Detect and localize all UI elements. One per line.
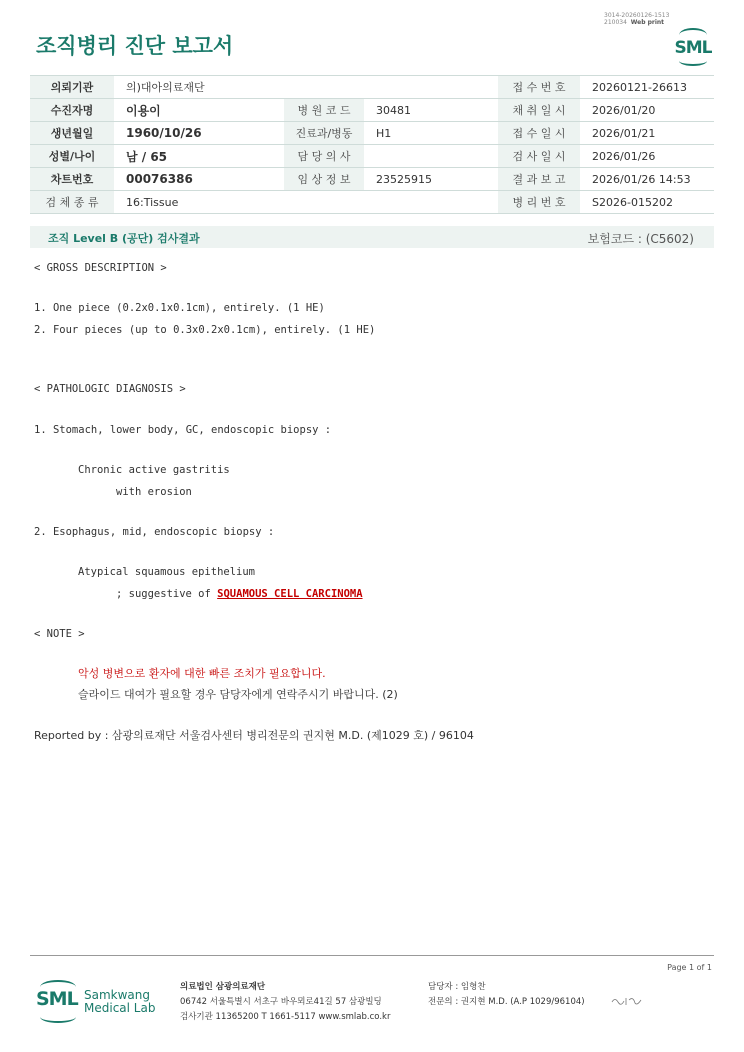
insurance-code: 보험코드 : (C5602) [587,232,694,246]
note-slide-loan: 슬라이드 대여가 필요할 경우 담당자에게 연락주시기 바랍니다. (2) [78,688,398,701]
sml-logo [672,26,714,64]
reported-by: Reported by : 삼광의료재단 서울검사센터 병리전문의 권지현 M.D. (제1029 호) / 96104 [34,729,474,742]
value-department: H1 [364,122,498,145]
info-row [30,99,714,122]
web-print-label: Web print [630,19,665,26]
pathologic-heading: < PATHOLOGIC DIAGNOSIS > [34,383,186,395]
gross-heading: < GROSS DESCRIPTION > [34,262,167,274]
value-hospital-code: 30481 [364,99,498,122]
staff-pathologist: 전문의 : 권지현 M.D. (A.P 1029/96104) [428,997,585,1007]
footer-organization [180,980,390,1025]
footer-logo-text: SML [36,988,78,1010]
note-heading: < NOTE > [34,628,85,640]
value-requesting-institution: 의)대아의료재단 [114,76,498,99]
footer-staff [428,980,585,1010]
value-accession-number: 20260121-26613 [580,76,714,99]
diagnosis-1-site: 1. Stomach, lower body, GC, endoscopic biopsy : [34,424,332,436]
value-sex-age: 남 / 65 [114,145,284,168]
label-patient-name: 수진자명 [30,99,114,122]
value-received-date: 2026/01/21 [580,122,714,145]
value-test-date: 2026/01/26 [580,145,714,168]
diagnosis-2-finding: Atypical squamous epithelium [78,566,256,578]
org-name: 의료법인 삼광의료재단 [180,982,266,992]
diagnosis-2-site: 2. Esophagus, mid, endoscopic biopsy : [34,526,275,538]
staff-in-charge: 담당자 : 임형찬 [428,982,486,992]
patient-info-table [30,75,714,214]
logo-name-line2: Medical Lab [84,1001,156,1015]
value-clinical-info: 23525915 [364,168,498,191]
info-row [30,168,714,191]
footer-logo [36,978,166,1028]
info-row [30,76,714,99]
value-collection-date: 2026/01/20 [580,99,714,122]
label-collection-date: 채 취 일 시 [498,99,580,122]
page-title: 조직병리 진단 보고서 [36,34,234,58]
value-birth-date: 1960/10/26 [114,122,284,145]
label-requesting-institution: 의뢰기관 [30,76,114,99]
result-section-title: 조직 Level B (공단) 검사결과 [48,232,200,245]
print-code [604,12,669,26]
label-sex-age: 성별/나이 [30,145,114,168]
label-test-date: 검 사 일 시 [498,145,580,168]
value-patient-name: 이용이 [114,99,284,122]
label-received-date: 접 수 일 시 [498,122,580,145]
label-chart-number: 차트번호 [30,168,114,191]
label-clinical-info: 임 상 정 보 [284,168,364,191]
value-specimen-type: 16:Tissue [114,191,498,214]
gross-item-1: 1. One piece (0.2x0.1x0.1cm), entirely. (1 HE) [34,302,325,314]
print-code-line1: 3014-20260126-1513 [604,12,670,19]
label-physician: 담 당 의 사 [284,145,364,168]
signature-icon [610,994,644,1008]
label-hospital-code: 병 원 코 드 [284,99,364,122]
label-birth-date: 생년월일 [30,122,114,145]
value-report-date: 2026/01/26 14:53 [580,168,714,191]
info-row [30,122,714,145]
diagnosis-emphasis: SQUAMOUS CELL CARCINOMA [217,588,363,600]
label-accession-number: 접 수 번 호 [498,76,580,99]
diagnosis-1-finding: Chronic active gastritis [78,464,230,476]
print-code-line2: 210034 [604,19,627,26]
note-urgent: 악성 병변으로 환자에 대한 빠른 조치가 필요합니다. [78,667,326,680]
diagnosis-2-prefix: ; suggestive of [116,588,218,600]
footer-logo-name [84,989,155,1015]
value-chart-number: 00076386 [114,168,284,191]
org-address: 06742 서울특별시 서초구 바우뫼로41길 57 삼광빌딩 [180,997,382,1007]
label-department: 진료과/병동 [284,122,364,145]
value-physician [364,145,498,168]
value-pathology-number: S2026-015202 [580,191,714,214]
page-number: Page 1 of 1 [667,963,712,972]
result-section-header [30,226,714,248]
info-row [30,145,714,168]
label-report-date: 결 과 보 고 [498,168,580,191]
org-contact: 검사기관 11365200 T 1661-5117 www.smlab.co.kr [180,1012,391,1022]
footer-divider [30,955,714,956]
label-specimen-type: 검 체 종 류 [30,191,114,214]
logo-name-line1: Samkwang [84,988,150,1002]
diagnosis-2-detail [116,588,363,601]
gross-item-2: 2. Four pieces (up to 0.3x0.2x0.1cm), entirely. (1 HE) [34,324,376,336]
sml-logo-text: SML [674,38,712,58]
label-pathology-number: 병 리 번 호 [498,191,580,214]
info-row [30,191,714,214]
diagnosis-1-detail: with erosion [116,486,192,498]
